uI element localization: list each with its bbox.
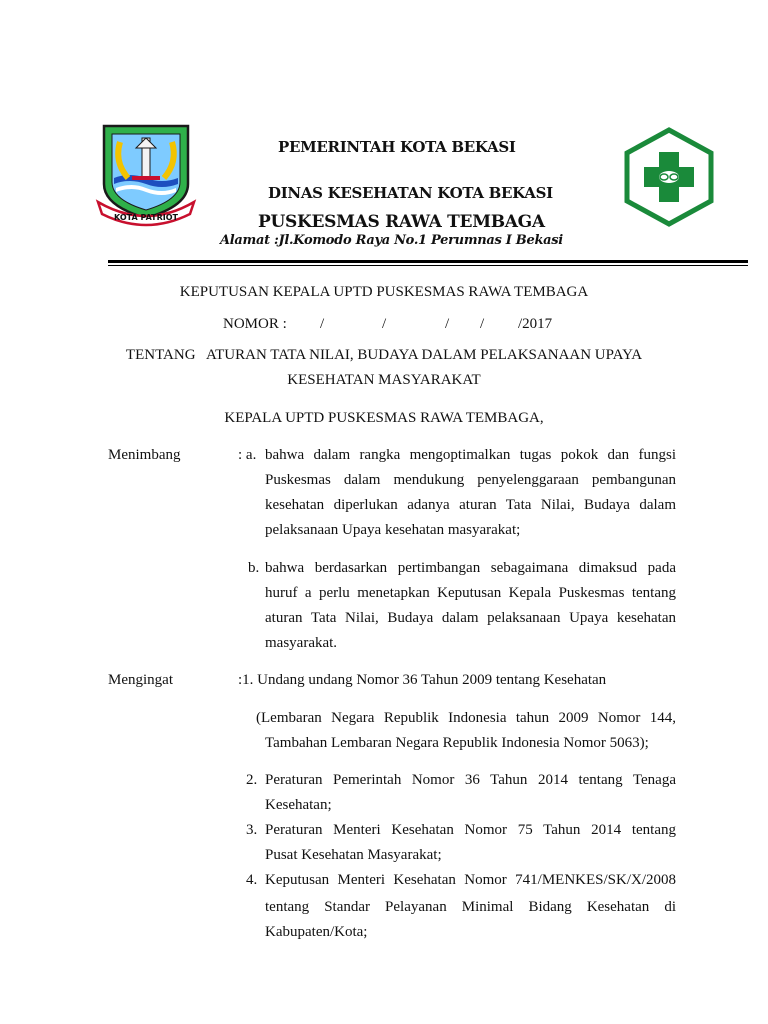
menimbang-b-line: aturan Tata Nilai, Budaya dalam pelaksanaan Upaya kesehatan: [265, 610, 676, 626]
mengingat-item-2-line: Peraturan Pemerintah Nomor 36 Tahun 2014 tentang Tenaga: [265, 772, 676, 788]
mengingat-item-4-line: Kabupaten/Kota;: [265, 924, 368, 940]
number-label: NOMOR :: [223, 316, 287, 332]
menimbang-a-line: pelaksanaan Upaya kesehatan masyarakat;: [265, 522, 521, 538]
header-rule-thin: [108, 265, 748, 266]
mengingat-item-3-line: Peraturan Menteri Kesehatan Nomor 75 Tahun 2014 tentang: [265, 822, 676, 838]
mengingat-item-4-line: tentang Standar Pelayanan Minimal Bidang Kesehatan di: [265, 899, 676, 915]
subject-line-1: TENTANG ATURAN TATA NILAI, BUDAYA DALAM PELAKSANAAN UPAYA: [125, 347, 643, 363]
mengingat-item-3-marker: 3.: [246, 822, 258, 838]
mengingat-item-1: :1. Undang undang Nomor 36 Tahun 2009 tentang Kesehatan: [238, 672, 607, 688]
mengingat-item-4-line: Keputusan Menteri Kesehatan Nomor 741/MENKES/SK/X/2008: [265, 872, 676, 888]
number-slash-1: /: [320, 316, 325, 332]
city-crest-logo: [92, 118, 200, 228]
number-slash-3: /: [445, 316, 450, 332]
menimbang-a-line: Puskesmas dalam mendukung penyelenggaraan pembangunan: [265, 472, 676, 488]
menimbang-label: Menimbang: [108, 447, 181, 463]
menimbang-b-line: masyarakat.: [265, 635, 338, 651]
mengingat-item-1-note: Tambahan Lembaran Negara Republik Indonesia Nomor 5063);: [265, 735, 649, 751]
government-name: PEMERINTAH KOTA BEKASI: [278, 138, 516, 156]
mengingat-item-2-line: Kesehatan;: [265, 797, 332, 813]
mengingat-item-4-marker: 4.: [246, 872, 258, 888]
mengingat-label: Mengingat: [108, 672, 173, 688]
crest-banner-text: KOTA PATRIOT: [113, 213, 179, 222]
menimbang-b-line: bahwa berdasarkan pertimbangan sebagaimana dimaksud pada: [265, 560, 676, 576]
document-title: KEPUTUSAN KEPALA UPTD PUSKESMAS RAWA TEMBAGA: [179, 284, 589, 300]
mengingat-item-2-marker: 2.: [246, 772, 258, 788]
number-year: /2017: [518, 316, 553, 332]
menimbang-a-marker: : a.: [238, 447, 257, 463]
menimbang-b-marker: b.: [248, 560, 260, 576]
department-name: DINAS KESEHATAN KOTA BEKASI: [268, 184, 553, 202]
mengingat-item-1-note: (Lembaran Negara Republik Indonesia tahun 2009 Nomor 144,: [256, 710, 676, 726]
issuer-line: KEPALA UPTD PUSKESMAS RAWA TEMBAGA,: [224, 410, 544, 426]
mengingat-item-3-line: Pusat Kesehatan Masyarakat;: [265, 847, 442, 863]
header-rule-thick: [108, 260, 748, 263]
menimbang-a-line: kesehatan diperlukan adanya aturan Tata Nilai, Budaya dalam: [265, 497, 676, 513]
institution-address: Alamat :Jl.Komodo Raya No.1 Perumnas I Bekasi: [220, 233, 563, 248]
institution-name: PUSKESMAS RAWA TEMBAGA: [258, 212, 545, 232]
number-slash-2: /: [382, 316, 387, 332]
menimbang-b-line: huruf a perlu menetapkan Keputusan Kepala Puskesmas tentang: [265, 585, 676, 601]
number-slash-4: /: [480, 316, 485, 332]
menimbang-a-line: bahwa dalam rangka mengoptimalkan tugas pokok dan fungsi: [265, 447, 676, 463]
puskesmas-logo: [618, 126, 720, 228]
subject-line-2: KESEHATAN MASYARAKAT: [287, 372, 481, 388]
